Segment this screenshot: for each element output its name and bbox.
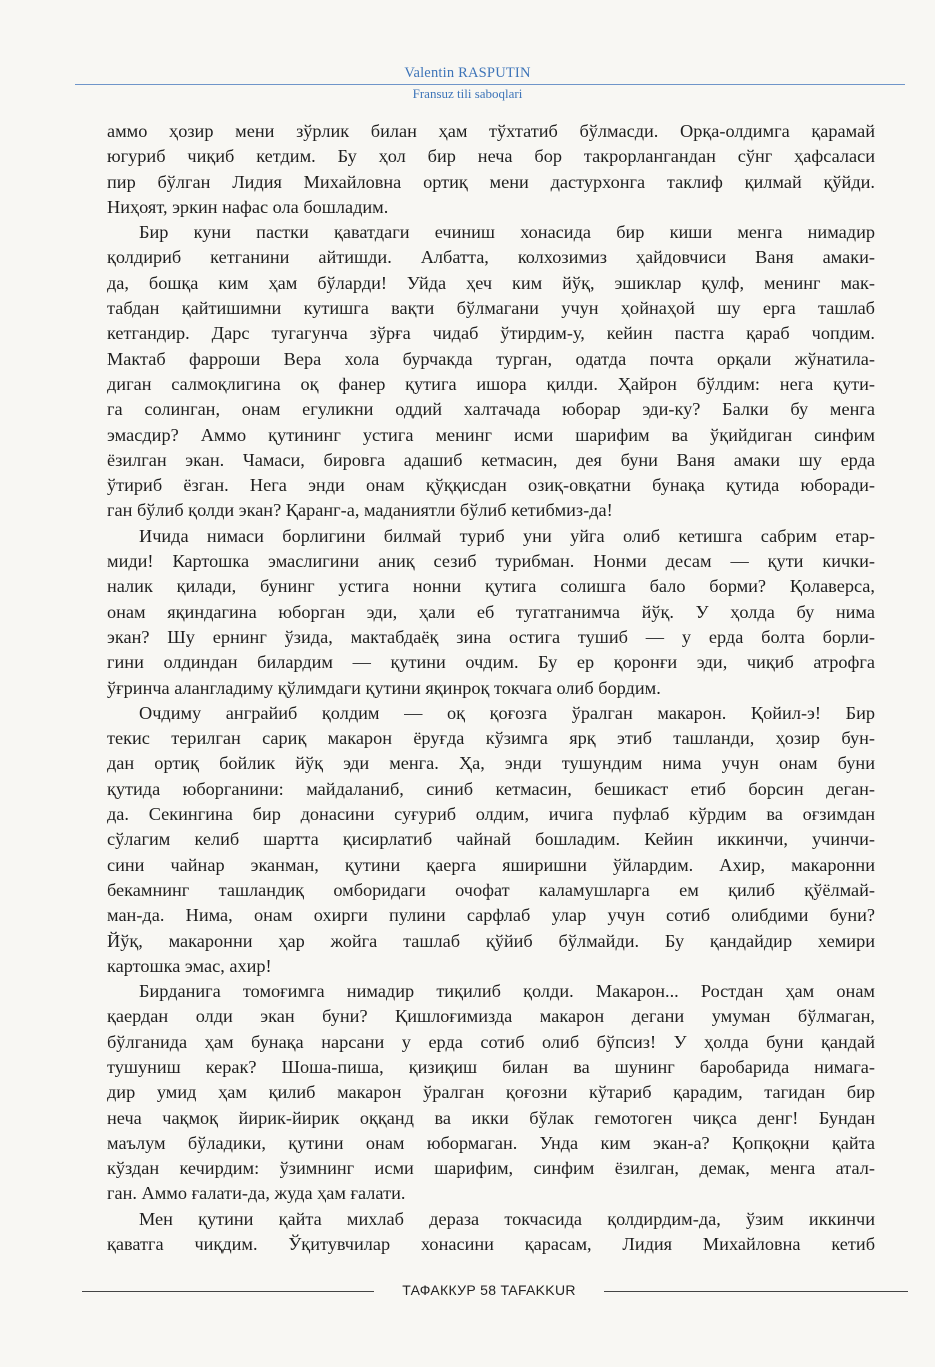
text-line: тушуниш керак? Шоша-пиша, қизиқиш билан ва шунинг баробарида нимага-: [107, 1056, 875, 1077]
text-line: Мен қутини қайта михлаб дераза токчасида қолдирдим-да, ўзим иккинчи: [139, 1208, 875, 1229]
paragraph: [107, 701, 875, 979]
text-line: Йўқ, макаронни ҳар жойга ташлаб қўйиб бўлмайди. Бу қандайдир хемири: [107, 930, 875, 951]
text-line: бўлганида ҳам бунақа нарсани у ерда сотиб олиб бўпсиз! У ҳолда буни қандай: [107, 1031, 875, 1052]
paragraph: [107, 979, 875, 1207]
text-line: да, бошқа ким ҳам бўларди! Уйда ҳеч ким йўқ, эшиклар қулф, менинг мак-: [107, 272, 875, 293]
text-line: экан? Шу ернинг ўзида, мактабдаёқ зина остига тушиб — у ерда болта борли-: [107, 626, 875, 647]
text-line: кўздан кечирдим: ўзимнинг исми шарифим, синфим ёзилган, демак, менга атал-: [107, 1158, 875, 1179]
text-line: бекамнинг ташландиқ омборидаги очофат каламушларга ем қилиб қўёлмай-: [107, 879, 875, 900]
footer-rule-right: [604, 1291, 908, 1292]
text-line: Мактаб фарроши Вера хола бурчакда турган, одатда почта орқали жўнатила-: [107, 348, 875, 369]
running-head: [0, 64, 935, 82]
text-line: дир умид ҳам қилиб макарон ўралган қоғозни кўтариб қарадим, тагидан бир: [107, 1082, 875, 1103]
text-line: маълум бўладики, қутини онам юбормаган. Унда ким экан-а? Қопқоқни қайта: [107, 1132, 875, 1153]
paragraph: [107, 524, 875, 701]
text-line: сини чайнар эканман, қутини қаерга яширишни ўйлардим. Ахир, макаронни: [107, 854, 875, 875]
footer-rule-left: [82, 1291, 374, 1292]
footer-page-label: ТАФАККУР 58 TAFAKKUR: [402, 1282, 576, 1298]
text-line: ман-да. Нима, онам охирги пулини сарфлаб улар учун сотиб олибдими буни?: [107, 905, 875, 926]
text-line: ўғринча алангладиму қўлимдаги қутини яқинроқ токчага олиб бордим.: [107, 677, 661, 698]
text-line: онам яқиндагина юборган эди, ҳали еб тугатганимча йўқ. У ҳолда бу нима: [107, 601, 875, 622]
running-head-title: Fransuz tili saboqlari: [412, 86, 523, 101]
running-head-author: Valentin RASPUTIN: [404, 65, 531, 81]
paragraph: [107, 220, 875, 524]
text-line: дан ортиқ бойлик йўқ эди менга. Ҳа, энди тушундим нима учун онам буни: [107, 753, 875, 774]
text-line: ёзилган экан. Чамаси, бировга адашиб кетмасин, дея буни Ваня амаки шу ерда: [107, 449, 875, 470]
running-head-rule: [75, 84, 905, 85]
text-line: ган. Аммо ғалати-да, жуда ҳам ғалати.: [107, 1183, 406, 1204]
text-line: кетгандир. Дарс тугагунча зўрға чидаб ўтирдим-у, кейин пастга қараб чопдим.: [107, 323, 875, 344]
text-line: қаватга чиқдим. Ўқитувчилар хонасини қарасам, Лидия Михайловна кетиб: [107, 1234, 875, 1255]
text-line: да. Секингина бир донасини суғуриб олдим, ичига пуфлаб кўрдим ва оғзимдан: [107, 804, 875, 825]
text-line: ўтириб ёзган. Нега энди онам қўққисдан озиқ-овқатни бунақа қутида юборади-: [107, 475, 875, 496]
text-line: Бирданига томоғимга нимадир тиқилиб қолди. Макарон... Ростдан ҳам онам: [139, 981, 875, 1002]
text-line: диган салмоқлигина оқ фанер қутига ишора қилди. Ҳайрон бўлдим: нега қути-: [107, 373, 875, 394]
text-line: гини олдиндан билардим — қутини очдим. Бу ер қоронғи эди, чиқиб атрофга: [107, 652, 875, 673]
text-line: пир бўлган Лидия Михайловна ортиқ мени дастурхонга таклиф қилмай қўйди.: [107, 171, 875, 192]
body-text: [107, 119, 875, 1257]
text-line: картошка эмас, ахир!: [107, 955, 272, 976]
text-line: ган бўлиб қолди экан? Қаранг-а, маданиятли бўлиб кетибмиз-да!: [107, 500, 613, 521]
text-line: текис терилган сариқ макарон ёруғда кўзимга ярқ этиб ташланди, ҳозир бун-: [107, 728, 875, 749]
text-line: Очдиму анграйиб қолдим — оқ қоғозга ўралган макарон. Қойил-э! Бир: [139, 702, 875, 723]
page-footer: [0, 1280, 935, 1302]
text-line: Ниҳоят, эркин нафас ола бошладим.: [107, 196, 389, 217]
text-line: эмасдир? Аммо қутининг устига менинг исми шарифим ва ўқийдиган синфим: [107, 424, 875, 445]
text-line: сўлагим келиб шартта қисирлатиб чайнай бошладим. Кейин иккинчи, учинчи-: [107, 829, 875, 850]
text-line: қутида юборганини: майдаланиб, синиб кетмасин, бешикаст етиб борсин деган-: [107, 778, 875, 799]
paragraph: [107, 119, 875, 220]
text-line: налик қилади, бунинг устига нонни қутига солишга бало борми? Қолаверса,: [107, 576, 875, 597]
text-line: Бир куни пастки қаватдаги ечиниш хонасида бир киши менга нимадир: [139, 222, 875, 243]
text-line: қолдириб кетганини айтишди. Албатта, колхозимиз ҳайдовчиси Ваня амаки-: [107, 247, 875, 268]
text-line: аммо ҳозир мени зўрлик билан ҳам тўхтатиб бўлмасди. Орқа-олдимга қарамай: [107, 121, 875, 141]
text-line: неча чақмоқ йирик-йирик оққанд ва икки бўлак гемотоген чиқса денг! Бундан: [107, 1107, 875, 1128]
paragraph: [107, 1207, 875, 1258]
text-line: қаердан олди экан буни? Қишлоғимизда макарон дегани умуман бўлмаган,: [107, 1006, 875, 1027]
text-line: югуриб чиқиб кетдим. Бу ҳол бир неча бор такрорлангандан сўнг ҳафсаласи: [107, 146, 875, 167]
text-line: миди! Картошка эмаслигини аниқ сезиб турибман. Нонми десам — қути кички-: [107, 551, 875, 572]
text-line: табдан қайтишимни кутишга вақти бўлмагани учун ҳойнаҳой шу ерга ташлаб: [107, 298, 875, 319]
text-line: Ичида нимаси борлигини билмай туриб уни уйга олиб кетишга сабрим етар-: [139, 525, 875, 546]
text-line: га солинган, онам егуликни оддий халтачада юборар эди-ку? Балки бу менга: [107, 399, 875, 420]
